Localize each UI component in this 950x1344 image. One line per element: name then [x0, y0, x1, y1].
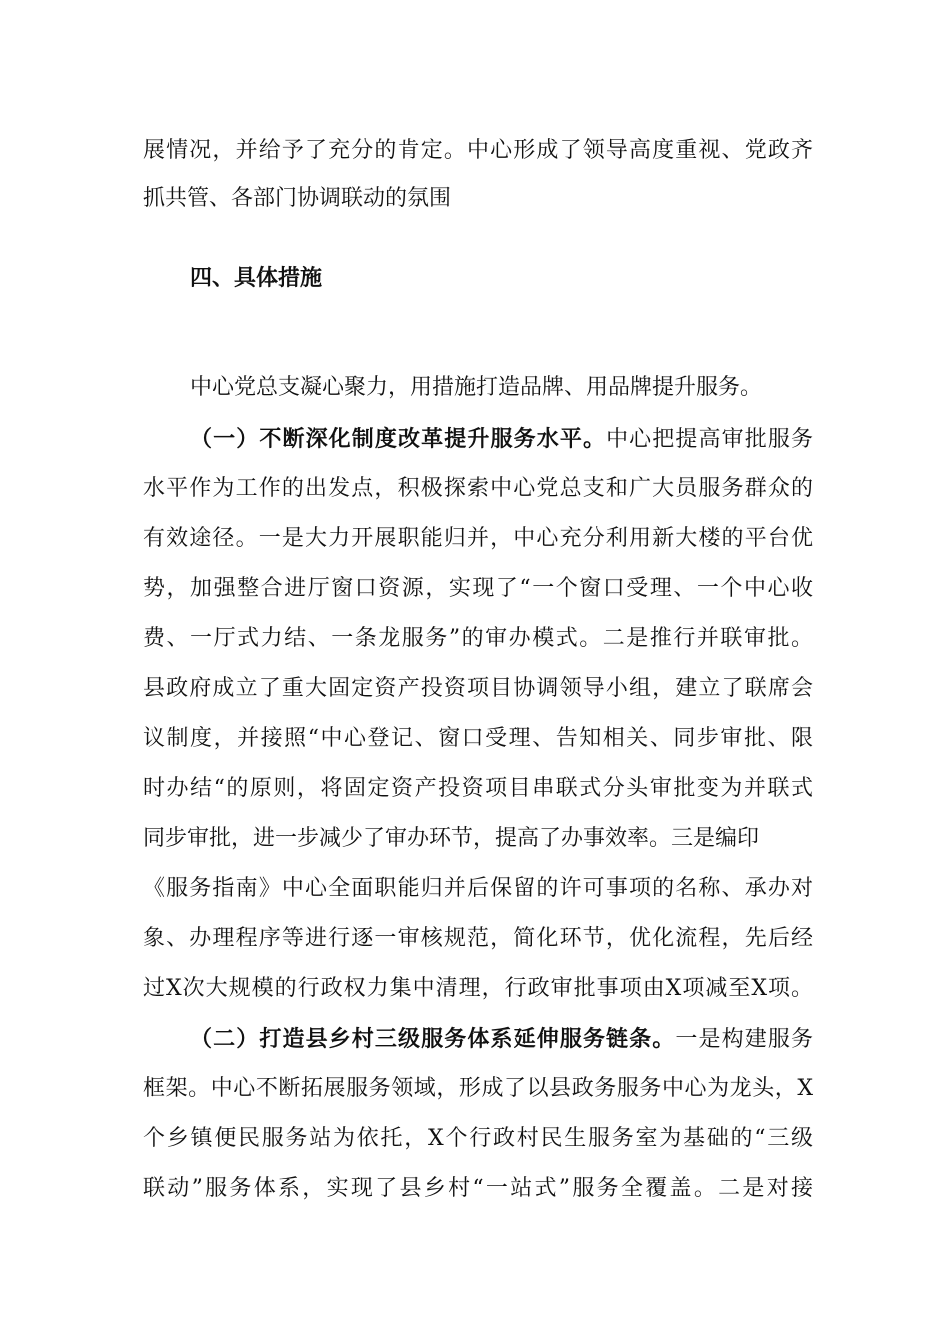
- section-heading: 四、具体措施: [190, 265, 323, 291]
- item2-first-line: [190, 1024, 813, 1055]
- item1-line: 《服务指南》中心全面职能归并后保留的许可事项的名称、承办对: [143, 876, 813, 901]
- item2-first-line-text: 一是构建服务: [675, 1027, 813, 1052]
- item2-line: 框架。中心不断拓展服务领域，形成了以县政务服务中心为龙头，X: [143, 1076, 813, 1101]
- lead-sentence: 中心党总支凝心聚力，用措施打造品牌、用品牌提升服务。: [190, 375, 763, 400]
- intro-line-1: 展情况，并给予了充分的肯定。中心形成了领导高度重视、党政齐: [143, 138, 813, 163]
- item1-line: 费、一厅式力结、一条龙服务”的审办模式。二是推行并联审批。: [143, 626, 813, 651]
- item1-line: 势，加强整合进厅窗口资源，实现了“一个窗口受理、一个中心收: [143, 576, 813, 601]
- item1-line: 过X次大规模的行政权力集中清理，行政审批事项由X项减至X项。: [143, 976, 813, 1001]
- item1-line: 县政府成立了重大固定资产投资项目协调领导小组，建立了联席会: [143, 676, 813, 701]
- item2-title: （二）打造县乡村三级服务体系延伸服务链条。: [190, 1026, 676, 1052]
- item1-line: 水平作为工作的出发点，积极探索中心党总支和广大员服务群众的: [143, 476, 813, 501]
- item2-line: 个乡镇便民服务站为依托，X个行政村民生服务室为基础的“三级: [143, 1126, 813, 1151]
- intro-line-2: 抓共管、各部门协调联动的氛围: [143, 186, 452, 211]
- item1-line: 议制度，并接照“中心登记、窗口受理、告知相关、同步审批、限: [143, 726, 813, 751]
- item1-first-line: [190, 424, 813, 455]
- item1-first-line-text: 中心把提高审批服务: [606, 427, 813, 452]
- item2-line: 联动”服务体系，实现了县乡村“一站式”服务全覆盖。二是对接: [143, 1176, 813, 1201]
- item1-line: 时办结“的原则，将固定资产投资项目串联式分头审批变为并联式: [143, 776, 813, 801]
- item1-title: （一）不断深化制度改革提升服务水平。: [190, 426, 607, 452]
- item1-line: 象、办理程序等进行逐一审核规范，简化环节，优化流程，先后经: [143, 926, 813, 951]
- item1-line: 同步审批，进一步减少了审办环节，提高了办事效率。三是编印: [143, 826, 760, 851]
- item1-line: 有效途径。一是大力开展职能归并，中心充分利用新大楼的平台优: [143, 526, 813, 551]
